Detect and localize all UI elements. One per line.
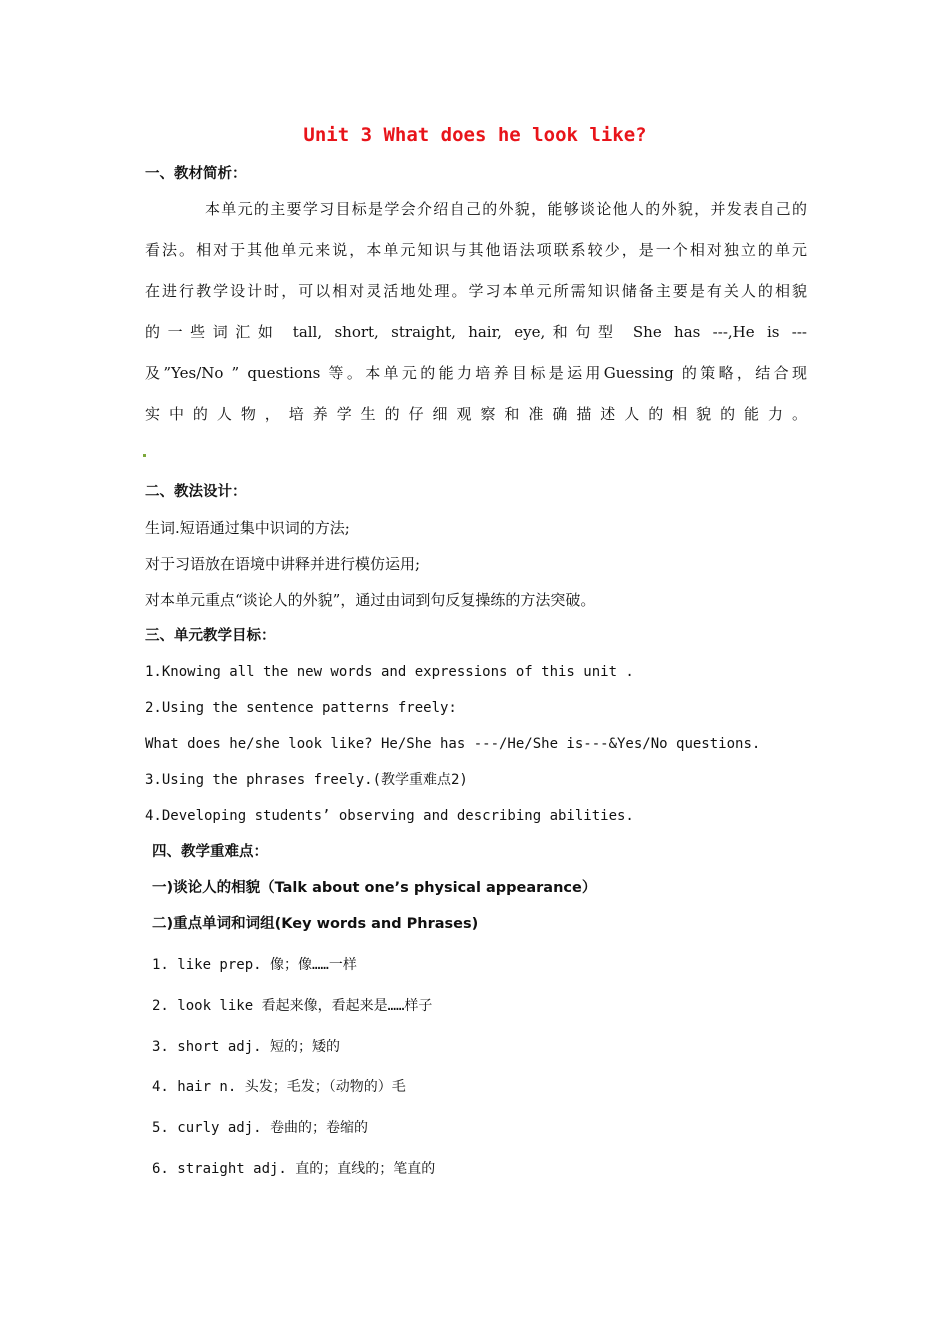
paragraph-line: 及”Yes/No ” questions 等。本单元的能力培养目标是运用Guessing 的策略，结合现 (145, 364, 807, 382)
list-item: 生词.短语通过集中识词的方法; (145, 519, 350, 537)
vocab-item: 4. hair n. 头发；毛发；（动物的）毛 (152, 1079, 406, 1095)
list-item: 1.Knowing all the new words and expressions of this unit . (145, 664, 634, 680)
subheading-key-words: 二)重点单词和词组(Key words and Phrases) (152, 916, 479, 932)
vocab-item: 1. like prep. 像；像……一样 (152, 957, 357, 973)
section-heading-teaching-method: 二、教法设计： (145, 484, 247, 500)
subheading-appearance: 一)谈论人的相貌（Talk about one’s physical appearance） (152, 880, 597, 896)
list-item: 对本单元重点“谈论人的外貌”，通过由词到句反复操练的方法突破。 (145, 591, 596, 609)
section-heading-textbook-analysis: 一、教材简析： (145, 166, 247, 182)
paragraph-line: 在进行教学设计时，可以相对灵活地处理。学习本单元所需知识储备主要是有关人的相貌 (145, 282, 807, 300)
vocab-item: 2. look like 看起来像，看起来是……样子 (152, 998, 433, 1014)
vocab-item: 5. curly adj. 卷曲的；卷缩的 (152, 1120, 369, 1136)
list-item: 4.Developing students’ observing and describing abilities. (145, 808, 634, 824)
paragraph-line: 实中的人物，培养学生的仔细观察和准确描述人的相貌的能力。 (145, 405, 807, 423)
vocab-item: 3. short adj. 短的；矮的 (152, 1039, 341, 1055)
list-item: 对于习语放在语境中讲释并进行模仿运用; (145, 555, 421, 573)
list-item: What does he/she look like? He/She has ---/He/She is---&Yes/No questions. (145, 736, 761, 752)
list-item: 2.Using the sentence patterns freely: (145, 700, 457, 716)
section-heading-key-points: 四、教学重难点： (152, 844, 268, 860)
document-title: Unit 3 What does he look like? (303, 124, 647, 146)
list-item: 3.Using the phrases freely.(教学重难点2) (145, 772, 468, 788)
section-heading-unit-goals: 三、单元教学目标： (145, 628, 276, 644)
paragraph-line: 的一些词汇如 tall, short, straight, hair, eye,和句型 She has ---,He is --- (145, 323, 807, 341)
paragraph-line: 本单元的主要学习目标是学会介绍自己的外貌，能够谈论他人的外貌，并发表自己的 (205, 200, 807, 218)
paragraph-line: 看法。相对于其他单元来说，本单元知识与其他语法项联系较少，是一个相对独立的单元 (145, 241, 807, 259)
vocab-item: 6. straight adj. 直的；直线的；笔直的 (152, 1161, 436, 1177)
stray-mark (143, 454, 146, 457)
